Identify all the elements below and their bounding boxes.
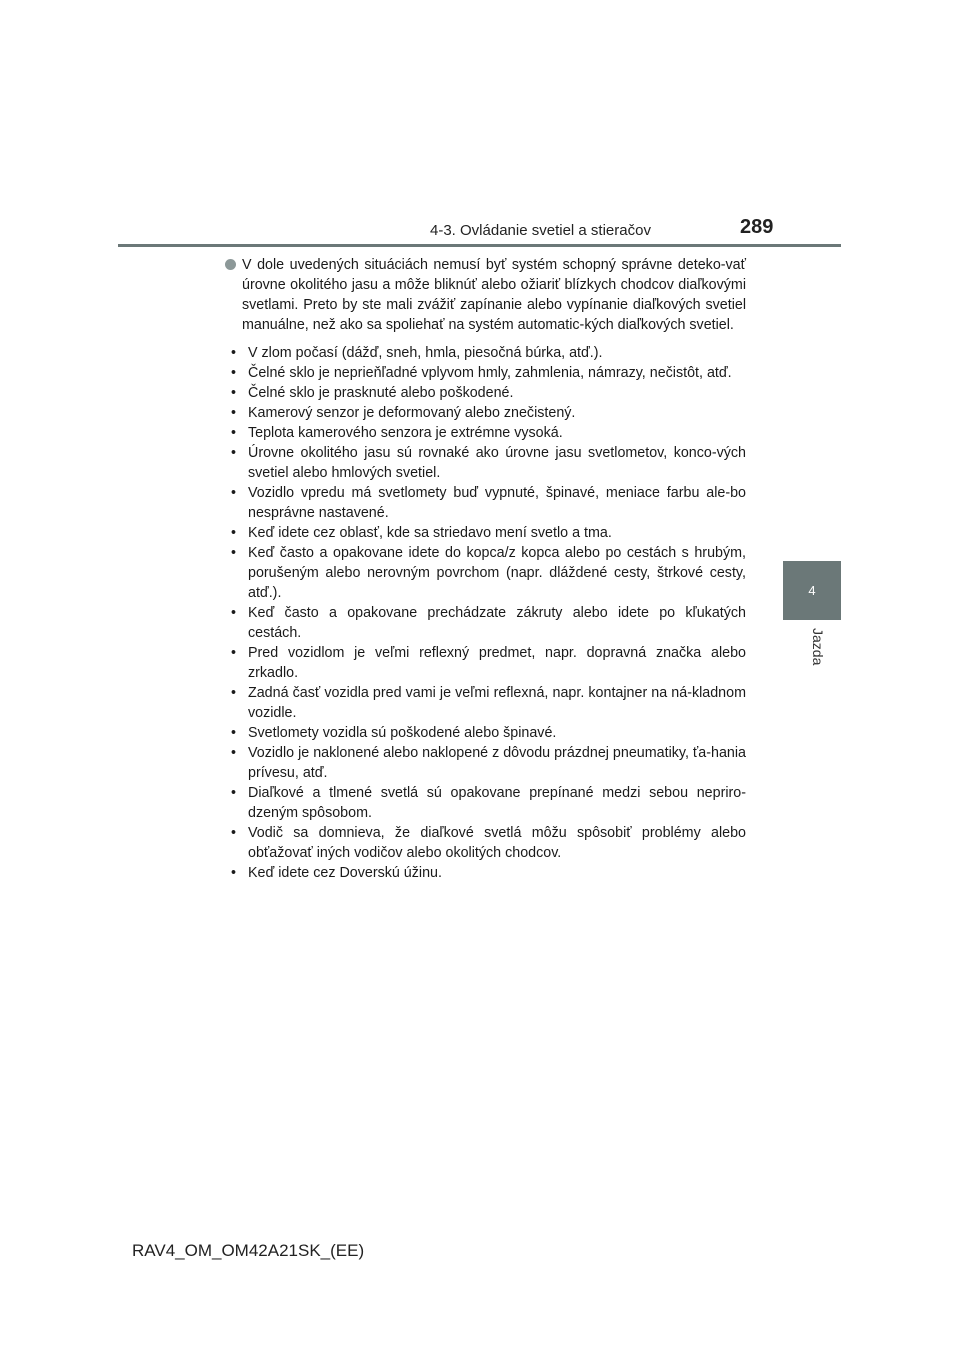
bullet-icon: •	[231, 605, 237, 621]
list-item	[231, 523, 746, 543]
list-item	[231, 403, 746, 423]
list-item-text: Pred vozidlom je veľmi reflexný predmet, napr. dopravná značka alebo zrkadlo.	[248, 645, 746, 681]
page-number: 289	[740, 216, 774, 238]
lead-text: V dole uvedených situáciách nemusí byť systém schopný správne deteko-vať úrovne okolitého jasu a môže bliknúť alebo ožiariť blízkych chodcov diaľkovými svetlami. Preto by ste mali zvážiť zapínanie alebo vypínanie diaľkových svetiel manuálne, než ako sa spoliehať na systém automatic-kých diaľkových svetiel.	[242, 257, 746, 333]
list-item	[231, 603, 746, 643]
bullet-icon: •	[231, 525, 237, 541]
list-item-text: V zlom počasí (dážď, sneh, hmla, piesočná búrka, atď.).	[248, 345, 603, 361]
condition-list	[225, 343, 746, 883]
chapter-label: Jazda	[810, 628, 826, 666]
section-title: 4-3. Ovládanie svetiel a stieračov	[430, 222, 651, 239]
list-item-text: Vozidlo vpredu má svetlomety buď vypnuté, špinavé, meniace farbu ale-bo nesprávne nastavené.	[248, 485, 746, 521]
bullet-icon: •	[231, 385, 237, 401]
list-item	[231, 823, 746, 863]
bullet-icon: •	[231, 425, 237, 441]
list-item	[231, 443, 746, 483]
list-item	[231, 683, 746, 723]
list-item-text: Diaľkové a tlmené svetlá sú opakovane prepínané medzi sebou nepriro-dzeným spôsobom.	[248, 785, 746, 821]
list-item-text: Keď často a opakovane prechádzate zákruty alebo idete po kľukatých cestách.	[248, 605, 746, 641]
lead-paragraph	[225, 255, 746, 335]
list-item	[231, 863, 746, 883]
list-item	[231, 723, 746, 743]
bullet-icon: •	[231, 785, 237, 801]
bullet-icon: •	[231, 365, 237, 381]
list-item	[231, 743, 746, 783]
circle-bullet-icon	[225, 259, 236, 270]
bullet-icon: •	[231, 745, 237, 761]
chapter-number: 4	[808, 583, 816, 598]
bullet-icon: •	[231, 545, 237, 561]
list-item	[231, 643, 746, 683]
bullet-icon: •	[231, 865, 237, 881]
bullet-icon: •	[231, 645, 237, 661]
list-item-text: Keď idete cez Doverskú úžinu.	[248, 865, 442, 881]
list-item-text: Teplota kamerového senzora je extrémne vysoká.	[248, 425, 563, 441]
list-item-text: Zadná časť vozidla pred vami je veľmi reflexná, napr. kontajner na ná-kladnom vozidle.	[248, 685, 746, 721]
list-item	[231, 383, 746, 403]
list-item-text: Kamerový senzor je deformovaný alebo znečistený.	[248, 405, 576, 421]
document-code: RAV4_OM_OM42A21SK_(EE)	[132, 1241, 365, 1260]
bullet-icon: •	[231, 445, 237, 461]
list-item-text: Čelné sklo je neprieňľadné vplyvom hmly, zahmlenia, námrazy, nečistôt, atď.	[248, 365, 732, 381]
list-item-text: Čelné sklo je prasknuté alebo poškodené.	[248, 385, 514, 401]
bullet-icon: •	[231, 405, 237, 421]
list-item-text: Úrovne okolitého jasu sú rovnaké ako úrovne jasu svetlometov, konco-vých svetiel alebo hmlových svetiel.	[248, 445, 746, 481]
main-content	[225, 255, 746, 883]
bullet-icon: •	[231, 825, 237, 841]
list-item-text: Keď idete cez oblasť, kde sa striedavo mení svetlo a tma.	[248, 525, 612, 541]
list-item-text: Vodič sa domnieva, že diaľkové svetlá môžu spôsobiť problémy alebo obťažovať iných vodičov alebo okolitých chodcov.	[248, 825, 746, 861]
chapter-tab[interactable]	[783, 561, 841, 620]
list-item	[231, 783, 746, 823]
list-item-text: Keď často a opakovane idete do kopca/z kopca alebo po cestách s hrubým, porušeným alebo nerovným povrchom (napr. dláždené cesty, štrkové cesty, atď.).	[248, 545, 746, 601]
bullet-icon: •	[231, 485, 237, 501]
list-item	[231, 543, 746, 603]
bullet-icon: •	[231, 685, 237, 701]
list-item-text: Svetlomety vozidla sú poškodené alebo špinavé.	[248, 725, 557, 741]
bullet-icon: •	[231, 725, 237, 741]
header-divider	[118, 244, 841, 247]
list-item	[231, 363, 746, 383]
list-item	[231, 423, 746, 443]
list-item-text: Vozidlo je naklonené alebo naklopené z dôvodu prázdnej pneumatiky, ťa-hania prívesu, atď.	[248, 745, 746, 781]
list-item	[231, 483, 746, 523]
bullet-icon: •	[231, 345, 237, 361]
list-item	[231, 343, 746, 363]
